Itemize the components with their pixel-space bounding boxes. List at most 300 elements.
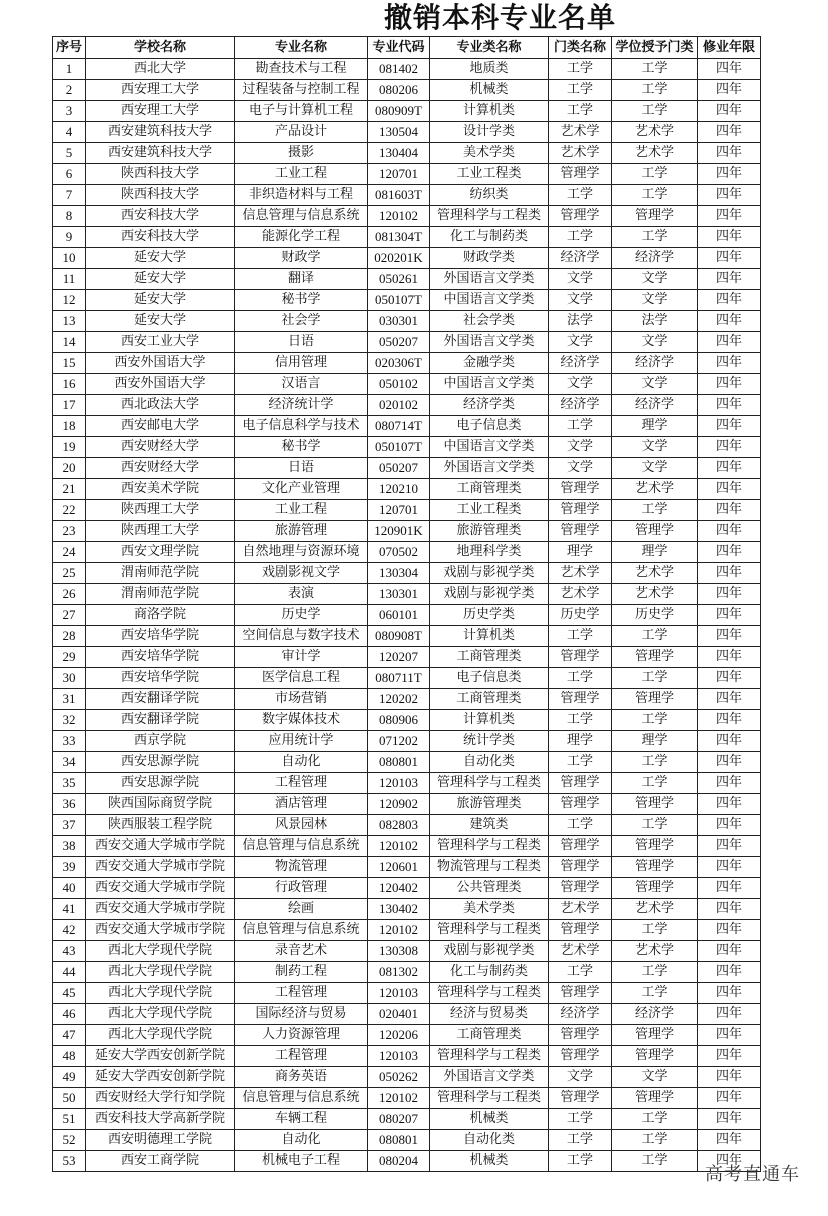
table-row — [53, 164, 761, 185]
discipline-cell: 管理学 — [549, 689, 612, 710]
school-name-cell: 西安理工大学 — [86, 80, 235, 101]
school-name-cell: 西安科技大学高新学院 — [86, 1109, 235, 1130]
table-row — [53, 731, 761, 752]
major-name-cell: 文化产业管理 — [235, 479, 368, 500]
degree-category-cell: 管理学 — [612, 836, 698, 857]
school-name-cell: 西安思源学院 — [86, 773, 235, 794]
major-category-cell: 旅游管理类 — [430, 794, 549, 815]
school-name-cell: 陕西服装工程学院 — [86, 815, 235, 836]
major-category-cell: 中国语言文学类 — [430, 290, 549, 311]
table-row — [53, 899, 761, 920]
major-code-cell: 050102 — [368, 374, 430, 395]
school-name-cell: 西安财经大学 — [86, 437, 235, 458]
degree-category-cell: 经济学 — [612, 1004, 698, 1025]
row-index-cell: 17 — [53, 395, 86, 416]
study-years-cell: 四年 — [698, 248, 761, 269]
major-code-cell: 120902 — [368, 794, 430, 815]
degree-category-cell: 管理学 — [612, 521, 698, 542]
school-name-cell: 西安建筑科技大学 — [86, 143, 235, 164]
study-years-cell: 四年 — [698, 1088, 761, 1109]
degree-category-cell: 文学 — [612, 437, 698, 458]
row-index-cell: 29 — [53, 647, 86, 668]
discipline-cell: 管理学 — [549, 1025, 612, 1046]
study-years-cell: 四年 — [698, 227, 761, 248]
discipline-cell: 管理学 — [549, 206, 612, 227]
degree-category-cell: 经济学 — [612, 353, 698, 374]
degree-category-cell: 文学 — [612, 290, 698, 311]
discipline-cell: 管理学 — [549, 878, 612, 899]
major-code-cell: 120102 — [368, 836, 430, 857]
discipline-cell: 管理学 — [549, 500, 612, 521]
major-code-cell: 130504 — [368, 122, 430, 143]
major-code-cell: 080204 — [368, 1151, 430, 1172]
major-category-cell: 计算机类 — [430, 101, 549, 122]
major-code-cell: 050262 — [368, 1067, 430, 1088]
row-index-cell: 19 — [53, 437, 86, 458]
major-code-cell: 081304T — [368, 227, 430, 248]
table-row — [53, 920, 761, 941]
study-years-cell: 四年 — [698, 332, 761, 353]
school-name-cell: 陕西理工大学 — [86, 521, 235, 542]
row-index-cell: 20 — [53, 458, 86, 479]
major-category-cell: 中国语言文学类 — [430, 374, 549, 395]
degree-category-cell: 历史学 — [612, 605, 698, 626]
school-name-cell: 商洛学院 — [86, 605, 235, 626]
degree-category-cell: 管理学 — [612, 1025, 698, 1046]
major-name-cell: 旅游管理 — [235, 521, 368, 542]
school-name-cell: 西安科技大学 — [86, 227, 235, 248]
table-row — [53, 248, 761, 269]
table-row — [53, 815, 761, 836]
school-name-cell: 西安明德理工学院 — [86, 1130, 235, 1151]
discipline-cell: 艺术学 — [549, 941, 612, 962]
table-row — [53, 983, 761, 1004]
major-name-cell: 信息管理与信息系统 — [235, 836, 368, 857]
degree-category-cell: 管理学 — [612, 794, 698, 815]
discipline-cell: 文学 — [549, 437, 612, 458]
major-name-cell: 信用管理 — [235, 353, 368, 374]
major-code-cell: 030301 — [368, 311, 430, 332]
school-name-cell: 延安大学 — [86, 248, 235, 269]
table-row — [53, 185, 761, 206]
major-name-cell: 制药工程 — [235, 962, 368, 983]
major-code-cell: 070502 — [368, 542, 430, 563]
row-index-cell: 35 — [53, 773, 86, 794]
school-name-cell: 西安翻译学院 — [86, 689, 235, 710]
major-category-cell: 管理科学与工程类 — [430, 836, 549, 857]
major-name-cell: 市场营销 — [235, 689, 368, 710]
table-row — [53, 1151, 761, 1172]
degree-category-cell: 艺术学 — [612, 584, 698, 605]
discipline-cell: 工学 — [549, 80, 612, 101]
row-index-cell: 33 — [53, 731, 86, 752]
discipline-cell: 工学 — [549, 227, 612, 248]
major-name-cell: 录音艺术 — [235, 941, 368, 962]
discipline-cell: 艺术学 — [549, 143, 612, 164]
major-name-cell: 日语 — [235, 332, 368, 353]
study-years-cell: 四年 — [698, 1151, 761, 1172]
major-name-cell: 国际经济与贸易 — [235, 1004, 368, 1025]
major-code-cell: 081402 — [368, 59, 430, 80]
majors-table — [52, 36, 761, 1172]
row-index-cell: 45 — [53, 983, 86, 1004]
study-years-cell: 四年 — [698, 101, 761, 122]
major-name-cell: 日语 — [235, 458, 368, 479]
column-header: 序号 — [53, 37, 86, 59]
study-years-cell: 四年 — [698, 1067, 761, 1088]
degree-category-cell: 工学 — [612, 59, 698, 80]
table-row — [53, 80, 761, 101]
study-years-cell: 四年 — [698, 1046, 761, 1067]
degree-category-cell: 管理学 — [612, 206, 698, 227]
major-code-cell: 120701 — [368, 500, 430, 521]
degree-category-cell: 工学 — [612, 983, 698, 1004]
degree-category-cell: 文学 — [612, 458, 698, 479]
major-code-cell: 050261 — [368, 269, 430, 290]
row-index-cell: 10 — [53, 248, 86, 269]
school-name-cell: 渭南师范学院 — [86, 584, 235, 605]
discipline-cell: 工学 — [549, 626, 612, 647]
discipline-cell: 文学 — [549, 458, 612, 479]
degree-category-cell: 工学 — [612, 710, 698, 731]
study-years-cell: 四年 — [698, 962, 761, 983]
discipline-cell: 法学 — [549, 311, 612, 332]
major-name-cell: 信息管理与信息系统 — [235, 206, 368, 227]
school-name-cell: 延安大学西安创新学院 — [86, 1046, 235, 1067]
discipline-cell: 管理学 — [549, 1088, 612, 1109]
table-row — [53, 500, 761, 521]
discipline-cell: 文学 — [549, 290, 612, 311]
study-years-cell: 四年 — [698, 437, 761, 458]
school-name-cell: 西安财经大学 — [86, 458, 235, 479]
major-code-cell: 020401 — [368, 1004, 430, 1025]
study-years-cell: 四年 — [698, 689, 761, 710]
discipline-cell: 工学 — [549, 1109, 612, 1130]
major-name-cell: 非织造材料与工程 — [235, 185, 368, 206]
major-category-cell: 旅游管理类 — [430, 521, 549, 542]
school-name-cell: 西北大学现代学院 — [86, 962, 235, 983]
study-years-cell: 四年 — [698, 815, 761, 836]
row-index-cell: 14 — [53, 332, 86, 353]
study-years-cell: 四年 — [698, 668, 761, 689]
table-row — [53, 1046, 761, 1067]
row-index-cell: 38 — [53, 836, 86, 857]
major-category-cell: 管理科学与工程类 — [430, 773, 549, 794]
major-category-cell: 工业工程类 — [430, 500, 549, 521]
degree-category-cell: 文学 — [612, 332, 698, 353]
study-years-cell: 四年 — [698, 59, 761, 80]
discipline-cell: 艺术学 — [549, 584, 612, 605]
major-name-cell: 电子信息科学与技术 — [235, 416, 368, 437]
major-category-cell: 地理科学类 — [430, 542, 549, 563]
major-category-cell: 工业工程类 — [430, 164, 549, 185]
school-name-cell: 西北政法大学 — [86, 395, 235, 416]
study-years-cell: 四年 — [698, 752, 761, 773]
major-name-cell: 应用统计学 — [235, 731, 368, 752]
row-index-cell: 15 — [53, 353, 86, 374]
row-index-cell: 6 — [53, 164, 86, 185]
discipline-cell: 理学 — [549, 542, 612, 563]
page-title: 撤销本科专业名单 — [384, 1, 617, 34]
discipline-cell: 管理学 — [549, 521, 612, 542]
major-category-cell: 美术学类 — [430, 899, 549, 920]
row-index-cell: 32 — [53, 710, 86, 731]
school-name-cell: 陕西理工大学 — [86, 500, 235, 521]
row-index-cell: 11 — [53, 269, 86, 290]
study-years-cell: 四年 — [698, 563, 761, 584]
school-name-cell: 西安工商学院 — [86, 1151, 235, 1172]
row-index-cell: 34 — [53, 752, 86, 773]
row-index-cell: 7 — [53, 185, 86, 206]
row-index-cell: 47 — [53, 1025, 86, 1046]
row-index-cell: 43 — [53, 941, 86, 962]
row-index-cell: 9 — [53, 227, 86, 248]
major-code-cell: 082803 — [368, 815, 430, 836]
table-row — [53, 1088, 761, 1109]
major-code-cell: 120103 — [368, 983, 430, 1004]
major-name-cell: 自动化 — [235, 752, 368, 773]
major-code-cell: 060101 — [368, 605, 430, 626]
major-category-cell: 戏剧与影视学类 — [430, 563, 549, 584]
major-category-cell: 机械类 — [430, 80, 549, 101]
study-years-cell: 四年 — [698, 185, 761, 206]
major-name-cell: 翻译 — [235, 269, 368, 290]
study-years-cell: 四年 — [698, 836, 761, 857]
row-index-cell: 5 — [53, 143, 86, 164]
major-code-cell: 080906 — [368, 710, 430, 731]
major-name-cell: 人力资源管理 — [235, 1025, 368, 1046]
school-name-cell: 西安交通大学城市学院 — [86, 857, 235, 878]
table-row — [53, 857, 761, 878]
table-row — [53, 269, 761, 290]
major-category-cell: 化工与制药类 — [430, 962, 549, 983]
degree-category-cell: 工学 — [612, 185, 698, 206]
table-row — [53, 122, 761, 143]
major-code-cell: 080801 — [368, 1130, 430, 1151]
school-name-cell: 西北大学现代学院 — [86, 983, 235, 1004]
major-category-cell: 公共管理类 — [430, 878, 549, 899]
row-index-cell: 52 — [53, 1130, 86, 1151]
degree-category-cell: 工学 — [612, 626, 698, 647]
major-category-cell: 工商管理类 — [430, 479, 549, 500]
degree-category-cell: 文学 — [612, 374, 698, 395]
major-code-cell: 080206 — [368, 80, 430, 101]
major-category-cell: 设计学类 — [430, 122, 549, 143]
study-years-cell: 四年 — [698, 605, 761, 626]
table-row — [53, 101, 761, 122]
table-row — [53, 416, 761, 437]
degree-category-cell: 管理学 — [612, 689, 698, 710]
study-years-cell: 四年 — [698, 731, 761, 752]
study-years-cell: 四年 — [698, 773, 761, 794]
major-category-cell: 管理科学与工程类 — [430, 920, 549, 941]
study-years-cell: 四年 — [698, 878, 761, 899]
degree-category-cell: 工学 — [612, 1109, 698, 1130]
major-category-cell: 电子信息类 — [430, 416, 549, 437]
school-name-cell: 西北大学现代学院 — [86, 941, 235, 962]
row-index-cell: 36 — [53, 794, 86, 815]
major-code-cell: 080909T — [368, 101, 430, 122]
discipline-cell: 工学 — [549, 1151, 612, 1172]
major-category-cell: 计算机类 — [430, 710, 549, 731]
major-category-cell: 纺织类 — [430, 185, 549, 206]
table-header-row — [53, 37, 761, 59]
major-code-cell: 120901K — [368, 521, 430, 542]
school-name-cell: 西安培华学院 — [86, 647, 235, 668]
major-code-cell: 020306T — [368, 353, 430, 374]
major-name-cell: 经济统计学 — [235, 395, 368, 416]
school-name-cell: 西安建筑科技大学 — [86, 122, 235, 143]
major-name-cell: 医学信息工程 — [235, 668, 368, 689]
discipline-cell: 管理学 — [549, 920, 612, 941]
row-index-cell: 2 — [53, 80, 86, 101]
discipline-cell: 艺术学 — [549, 122, 612, 143]
major-code-cell: 050207 — [368, 332, 430, 353]
row-index-cell: 44 — [53, 962, 86, 983]
table-row — [53, 563, 761, 584]
column-header: 专业名称 — [235, 37, 368, 59]
study-years-cell: 四年 — [698, 584, 761, 605]
discipline-cell: 艺术学 — [549, 899, 612, 920]
major-name-cell: 行政管理 — [235, 878, 368, 899]
discipline-cell: 管理学 — [549, 983, 612, 1004]
major-code-cell: 120102 — [368, 206, 430, 227]
major-name-cell: 车辆工程 — [235, 1109, 368, 1130]
row-index-cell: 40 — [53, 878, 86, 899]
table-row — [53, 1109, 761, 1130]
table-row — [53, 479, 761, 500]
major-name-cell: 自然地理与资源环境 — [235, 542, 368, 563]
school-name-cell: 延安大学西安创新学院 — [86, 1067, 235, 1088]
degree-category-cell: 艺术学 — [612, 899, 698, 920]
major-category-cell: 外国语言文学类 — [430, 1067, 549, 1088]
study-years-cell: 四年 — [698, 941, 761, 962]
table-row — [53, 668, 761, 689]
school-name-cell: 西北大学 — [86, 59, 235, 80]
degree-category-cell: 艺术学 — [612, 563, 698, 584]
degree-category-cell: 理学 — [612, 542, 698, 563]
discipline-cell: 文学 — [549, 374, 612, 395]
school-name-cell: 西安交通大学城市学院 — [86, 836, 235, 857]
discipline-cell: 工学 — [549, 668, 612, 689]
study-years-cell: 四年 — [698, 1130, 761, 1151]
degree-category-cell: 工学 — [612, 227, 698, 248]
study-years-cell: 四年 — [698, 647, 761, 668]
major-name-cell: 摄影 — [235, 143, 368, 164]
school-name-cell: 西安理工大学 — [86, 101, 235, 122]
discipline-cell: 工学 — [549, 416, 612, 437]
column-header: 门类名称 — [549, 37, 612, 59]
degree-category-cell: 艺术学 — [612, 122, 698, 143]
study-years-cell: 四年 — [698, 710, 761, 731]
table-row — [53, 332, 761, 353]
major-code-cell: 120103 — [368, 1046, 430, 1067]
major-code-cell: 080801 — [368, 752, 430, 773]
study-years-cell: 四年 — [698, 1109, 761, 1130]
degree-category-cell: 经济学 — [612, 395, 698, 416]
row-index-cell: 13 — [53, 311, 86, 332]
school-name-cell: 西安科技大学 — [86, 206, 235, 227]
major-code-cell: 081603T — [368, 185, 430, 206]
study-years-cell: 四年 — [698, 1004, 761, 1025]
table-row — [53, 1067, 761, 1088]
table-row — [53, 941, 761, 962]
discipline-cell: 管理学 — [549, 647, 612, 668]
major-code-cell: 120207 — [368, 647, 430, 668]
major-code-cell: 080908T — [368, 626, 430, 647]
row-index-cell: 27 — [53, 605, 86, 626]
study-years-cell: 四年 — [698, 290, 761, 311]
column-header: 专业类名称 — [430, 37, 549, 59]
row-index-cell: 22 — [53, 500, 86, 521]
table-row — [53, 1004, 761, 1025]
row-index-cell: 53 — [53, 1151, 86, 1172]
major-name-cell: 审计学 — [235, 647, 368, 668]
table-row — [53, 626, 761, 647]
table-row — [53, 143, 761, 164]
row-index-cell: 18 — [53, 416, 86, 437]
major-name-cell: 社会学 — [235, 311, 368, 332]
row-index-cell: 8 — [53, 206, 86, 227]
discipline-cell: 管理学 — [549, 1046, 612, 1067]
degree-category-cell: 工学 — [612, 500, 698, 521]
discipline-cell: 管理学 — [549, 857, 612, 878]
major-code-cell: 130404 — [368, 143, 430, 164]
discipline-cell: 文学 — [549, 332, 612, 353]
row-index-cell: 39 — [53, 857, 86, 878]
study-years-cell: 四年 — [698, 122, 761, 143]
major-category-cell: 外国语言文学类 — [430, 269, 549, 290]
major-code-cell: 120402 — [368, 878, 430, 899]
discipline-cell: 工学 — [549, 752, 612, 773]
table-row — [53, 794, 761, 815]
table-row — [53, 206, 761, 227]
table-row — [53, 1130, 761, 1151]
study-years-cell: 四年 — [698, 143, 761, 164]
school-name-cell: 陕西科技大学 — [86, 185, 235, 206]
row-index-cell: 37 — [53, 815, 86, 836]
row-index-cell: 28 — [53, 626, 86, 647]
table-row — [53, 521, 761, 542]
major-name-cell: 电子与计算机工程 — [235, 101, 368, 122]
discipline-cell: 管理学 — [549, 479, 612, 500]
major-name-cell: 秘书学 — [235, 290, 368, 311]
major-name-cell: 工程管理 — [235, 1046, 368, 1067]
major-name-cell: 工业工程 — [235, 500, 368, 521]
major-code-cell: 120210 — [368, 479, 430, 500]
major-category-cell: 化工与制药类 — [430, 227, 549, 248]
major-code-cell: 050107T — [368, 437, 430, 458]
degree-category-cell: 理学 — [612, 416, 698, 437]
major-code-cell: 120102 — [368, 920, 430, 941]
discipline-cell: 管理学 — [549, 794, 612, 815]
major-name-cell: 历史学 — [235, 605, 368, 626]
table-row — [53, 395, 761, 416]
row-index-cell: 16 — [53, 374, 86, 395]
major-code-cell: 081302 — [368, 962, 430, 983]
major-category-cell: 财政学类 — [430, 248, 549, 269]
study-years-cell: 四年 — [698, 521, 761, 542]
school-name-cell: 西安翻译学院 — [86, 710, 235, 731]
row-index-cell: 12 — [53, 290, 86, 311]
table-row — [53, 542, 761, 563]
major-category-cell: 历史学类 — [430, 605, 549, 626]
row-index-cell: 26 — [53, 584, 86, 605]
discipline-cell: 理学 — [549, 731, 612, 752]
study-years-cell: 四年 — [698, 164, 761, 185]
discipline-cell: 工学 — [549, 185, 612, 206]
table-row — [53, 584, 761, 605]
